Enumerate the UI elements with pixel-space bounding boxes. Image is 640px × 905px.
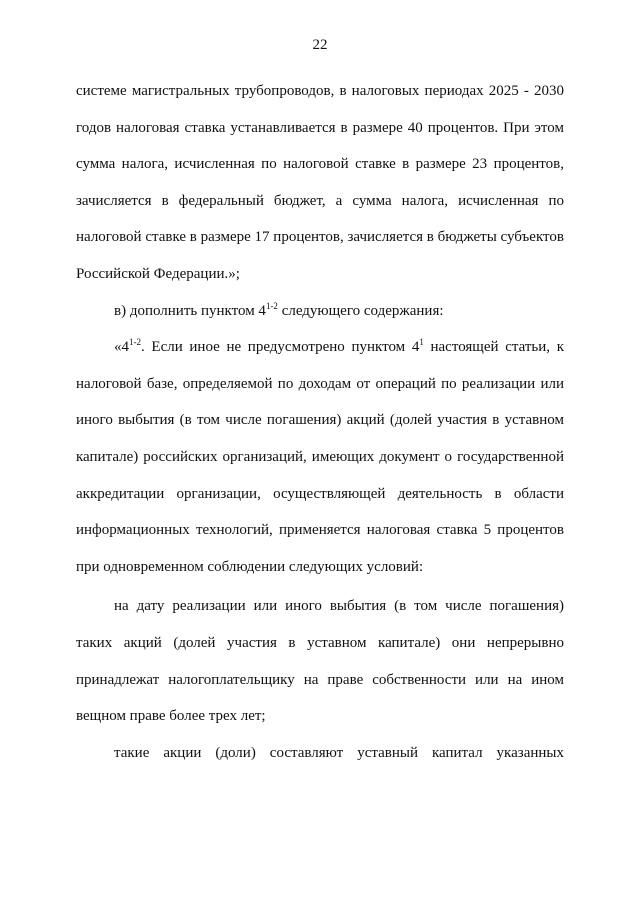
- reference-superscript: 1: [419, 337, 424, 348]
- amendment-text-after: следующего содержания:: [277, 302, 444, 319]
- document-body: [76, 73, 564, 771]
- point-text-mid: . Если иное не предусмотрено пунктом 4: [141, 339, 420, 356]
- amendment-text-before: в) дополнить пунктом 4: [114, 302, 266, 319]
- point-text-rest: настоящей статьи, к налоговой базе, определяемой по доходам от операций по реализации или иного выбытия (в том числе погашения) акций (долей участия в уставном капитале) российских организаций, имеющих документ о государственной аккредитации организации, осуществляющей деятельность в области информационных технологий, применяется налоговая ставка 5 процентов при одновременном соблюдении следующих условий:: [76, 339, 564, 575]
- point-prefix: «4: [114, 339, 129, 356]
- paragraph-condition-charter-capital: такие акции (доли) составляют уставный капитал указанных: [114, 744, 564, 761]
- paragraph-new-point-4-1-2: [76, 329, 564, 585]
- page-number: 22: [312, 37, 328, 53]
- point-superscript: 1-2: [129, 337, 141, 348]
- paragraph-tax-rate-continuation: системе магистральных трубопроводов, в налоговых периодах 2025 - 2030 годов налоговая ставка устанавливается в размере 40 процентов. При этом сумма налога, исчисленная по налоговой ставке в размере 23 процентов, зачисляется в федеральный бюджет, а сумма налога, исчисленная по налоговой ставке в размере 17 процентов, зачисляется в бюджеты субъектов Российской Федерации.»;: [76, 83, 564, 282]
- paragraph-condition-holding-period: на дату реализации или иного выбытия (в том числе погашения) таких акций (долей участия в уставном капитале) они непрерывно принадлежат налогоплательщику на праве собственности или на ином вещном праве более трех лет;: [76, 598, 564, 725]
- amendment-superscript: 1-2: [265, 300, 278, 311]
- paragraph-amendment-item-v: [76, 293, 564, 330]
